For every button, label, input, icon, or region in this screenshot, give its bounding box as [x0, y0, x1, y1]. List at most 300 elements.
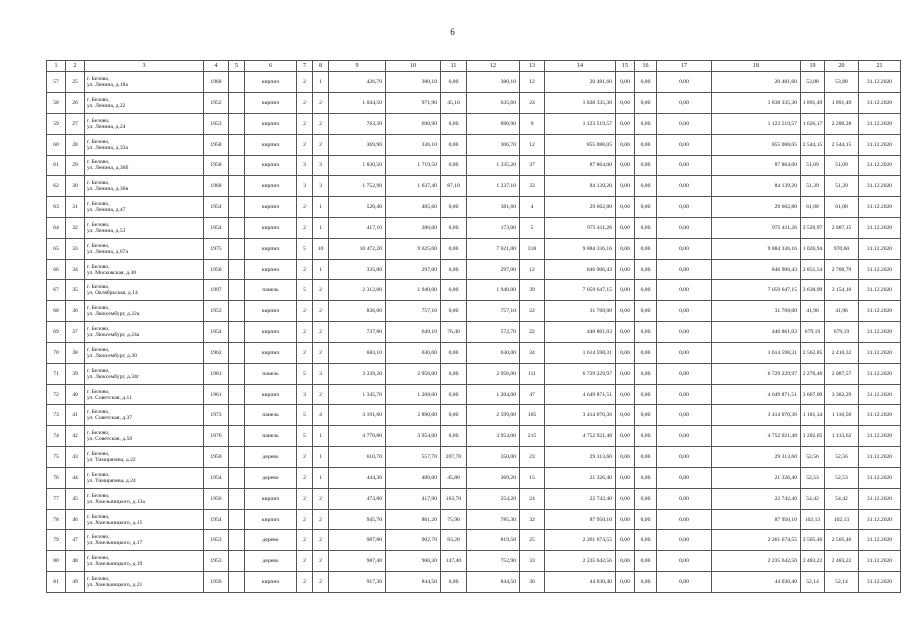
table-cell: 0,00: [657, 405, 712, 426]
table-cell: 87 864,00: [545, 155, 616, 176]
table-cell: 75: [47, 447, 66, 468]
table-cell: 785,30: [467, 509, 520, 530]
table-cell: 74: [47, 426, 66, 447]
table-row: [47, 259, 901, 280]
table-cell: 987,80: [329, 530, 386, 551]
column-number-10: 10: [386, 61, 441, 72]
table-cell: 31.12.2020: [859, 384, 901, 405]
address-cell: [85, 176, 204, 197]
table-cell: 1 940,00: [467, 280, 520, 301]
table-cell: 31.12.2020: [859, 280, 901, 301]
table-cell: 2: [297, 467, 313, 488]
table-cell: 0,00: [616, 342, 635, 363]
table-cell: 0,00: [635, 134, 657, 155]
table-cell: 33: [520, 551, 545, 572]
table-cell: 1954: [204, 322, 229, 343]
address-city: г. Белово,: [87, 221, 110, 228]
table-cell: 1973: [204, 405, 229, 426]
table-cell: 1954: [204, 509, 229, 530]
table-cell: 0,00: [616, 488, 635, 509]
table-cell: 1956: [204, 488, 229, 509]
table-cell: 31.12.2020: [859, 530, 901, 551]
table-cell: дерево: [245, 530, 297, 551]
table-cell: 3 667,09: [801, 384, 825, 405]
table-cell: 369,20: [467, 467, 520, 488]
table-cell: 0,00: [616, 426, 635, 447]
table-cell: 31.12.2020: [859, 572, 901, 593]
table-cell: 1: [313, 467, 329, 488]
table-cell: 2: [313, 113, 329, 134]
table-cell: 987,40: [329, 551, 386, 572]
table-cell: 52,53: [825, 467, 859, 488]
table-cell: 2 087,15: [825, 218, 859, 239]
table-cell: 31.12.2020: [859, 72, 901, 93]
header-row: [47, 61, 901, 72]
table-cell: 1: [313, 426, 329, 447]
table-cell: 31.12.2020: [859, 447, 901, 468]
table-cell: 0,00: [616, 572, 635, 593]
table-cell: 1: [313, 197, 329, 218]
address-city: г. Белово,: [87, 96, 110, 103]
table-cell: 2: [313, 572, 329, 593]
address-street: ул. Ленина, д.24: [87, 123, 126, 130]
table-cell: 855 088,05: [545, 134, 616, 155]
address-city: г. Белово,: [87, 409, 110, 416]
column-number-20: 20: [825, 61, 859, 72]
table-cell: 79: [47, 530, 66, 551]
table-cell: 1: [313, 72, 329, 93]
table-cell: 21 326,40: [545, 467, 616, 488]
table-cell: 610,70: [329, 447, 386, 468]
table-cell: 406,00: [386, 467, 441, 488]
table-cell: 683,10: [329, 342, 386, 363]
address-street: ул. Люксембург, д.30: [87, 352, 137, 359]
table-cell: 31.12.2020: [859, 509, 901, 530]
table-cell: 2: [297, 342, 313, 363]
table-cell: 84 139,20: [712, 176, 801, 197]
table-cell: 3 954,00: [386, 426, 441, 447]
table-cell: 1 891,49: [825, 93, 859, 114]
table-cell: 3 414 070,36: [545, 405, 616, 426]
address-cell: [85, 467, 204, 488]
table-cell: 76,40: [441, 322, 467, 343]
table-cell: 25: [520, 530, 545, 551]
table-cell: кирпич: [245, 322, 297, 343]
table-cell: 2: [297, 530, 313, 551]
table-cell: 20 481,60: [545, 72, 616, 93]
address-street: ул. Ленина, д.33а: [87, 144, 128, 151]
table-cell: 335,00: [329, 259, 386, 280]
table-cell: 2 562,85: [801, 342, 825, 363]
table-cell: 2 261 674,55: [712, 530, 801, 551]
table-cell: 0,00: [441, 405, 467, 426]
table-cell: 66: [47, 259, 66, 280]
table-cell: 173,00: [467, 218, 520, 239]
table-cell: кирпич: [245, 259, 297, 280]
table-cell: 87 950,10: [712, 509, 801, 530]
address-city: г. Белово,: [87, 430, 110, 437]
table-cell: 2 956,00: [386, 363, 441, 384]
address-street: ул. Советская, д.58: [87, 436, 133, 443]
table-row: [47, 301, 901, 322]
table-cell: 23: [520, 447, 545, 468]
table-cell: 1981: [204, 363, 229, 384]
table-cell: 2: [297, 218, 313, 239]
table-cell: 1950: [204, 259, 229, 280]
table-cell: 1: [313, 218, 329, 239]
table-cell: 1958: [204, 155, 229, 176]
column-number-11: 11: [441, 61, 467, 72]
address-city: г. Белово,: [87, 201, 110, 208]
table-cell: 58: [47, 93, 66, 114]
table-cell: 39: [520, 280, 545, 301]
table-cell: 31.12.2020: [859, 197, 901, 218]
table-cell: 0,00: [635, 551, 657, 572]
table-cell: [229, 322, 245, 343]
table-cell: 2: [313, 384, 329, 405]
table-cell: 83,20: [441, 530, 467, 551]
table-cell: 2 505,46: [801, 530, 825, 551]
table-cell: 3: [313, 363, 329, 384]
table-cell: 0,00: [635, 342, 657, 363]
table-cell: 28: [66, 134, 85, 155]
address-city: г. Белово,: [87, 305, 110, 312]
table-cell: 763,30: [329, 113, 386, 134]
table-cell: 0,00: [657, 342, 712, 363]
table-cell: 6 729 229,97: [545, 363, 616, 384]
table-cell: 34: [66, 259, 85, 280]
table-cell: 7 059 647,15: [545, 280, 616, 301]
table-cell: 752,90: [467, 551, 520, 572]
table-cell: 2 261 674,55: [545, 530, 616, 551]
table-cell: 381,60: [467, 197, 520, 218]
address-cell: [85, 134, 204, 155]
table-cell: 21 326,40: [712, 467, 801, 488]
address-city: г. Белово,: [87, 159, 110, 166]
table-cell: 3 414 070,36: [712, 405, 801, 426]
table-cell: 2 890,00: [386, 405, 441, 426]
table-row: [47, 176, 901, 197]
address-cell: [85, 113, 204, 134]
address-cell: [85, 197, 204, 218]
table-cell: 0,00: [616, 72, 635, 93]
table-cell: 0,00: [635, 301, 657, 322]
table-cell: 2: [313, 134, 329, 155]
table-cell: 27: [66, 113, 85, 134]
table-cell: 0,00: [657, 301, 712, 322]
table-cell: 36: [66, 301, 85, 322]
table-cell: 215: [520, 426, 545, 447]
table-cell: 0,00: [635, 447, 657, 468]
table-cell: 207,70: [441, 447, 467, 468]
table-cell: 2 280,28: [825, 113, 859, 134]
table-row: [47, 113, 901, 134]
table-cell: 2 544,15: [825, 134, 859, 155]
table-cell: 819,50: [467, 530, 520, 551]
table-cell: 147,40: [441, 551, 467, 572]
table-cell: 41: [66, 405, 85, 426]
table-cell: 0,00: [616, 467, 635, 488]
table-cell: 31.12.2020: [859, 93, 901, 114]
table-cell: 2 235 642,56: [545, 551, 616, 572]
table-cell: 1956: [204, 572, 229, 593]
address-city: г. Белово,: [87, 492, 110, 499]
table-cell: 0,00: [657, 134, 712, 155]
table-cell: 51,09: [825, 155, 859, 176]
table-cell: кирпич: [245, 113, 297, 134]
table-cell: 0,00: [616, 155, 635, 176]
table-row: [47, 72, 901, 93]
table-cell: 336,10: [386, 134, 441, 155]
address-street: ул. Хмельницкого, д.17: [87, 540, 143, 547]
housing-register-table: [46, 60, 901, 593]
table-cell: 1954: [204, 467, 229, 488]
table-cell: 1 133,62: [825, 426, 859, 447]
table-cell: кирпич: [245, 176, 297, 197]
table-cell: 635,60: [467, 93, 520, 114]
table-cell: 71: [47, 363, 66, 384]
table-cell: 861,20: [386, 509, 441, 530]
table-cell: 87 950,10: [545, 509, 616, 530]
table-cell: 1 237,10: [467, 176, 520, 197]
table-cell: 1 026,94: [801, 238, 825, 259]
table-cell: 0,00: [657, 509, 712, 530]
address-street: ул. Хмельницкого, д.21: [87, 582, 143, 589]
table-cell: 111: [520, 363, 545, 384]
table-cell: 31.12.2020: [859, 467, 901, 488]
table-cell: кирпич: [245, 572, 297, 593]
table-cell: 9 625,00: [386, 238, 441, 259]
table-cell: 2 956,00: [467, 363, 520, 384]
table-cell: 10: [313, 238, 329, 259]
table-row: [47, 405, 901, 426]
table-cell: 318: [520, 238, 545, 259]
table-cell: 630,00: [386, 342, 441, 363]
table-cell: 0,00: [441, 426, 467, 447]
table-cell: 975 411,26: [545, 218, 616, 239]
table-cell: 2: [313, 551, 329, 572]
table-cell: 971,90: [386, 93, 441, 114]
address-city: г. Белово,: [87, 180, 110, 187]
address-street: ул. Ленина, д.22: [87, 102, 126, 109]
address-cell: [85, 405, 204, 426]
table-cell: 1954: [204, 197, 229, 218]
table-cell: 87,10: [441, 176, 467, 197]
table-cell: 0,00: [616, 301, 635, 322]
table-cell: 72: [47, 384, 66, 405]
table-cell: 76: [47, 467, 66, 488]
table-cell: 29 662,80: [712, 197, 801, 218]
table-cell: 836,00: [329, 301, 386, 322]
table-cell: 1 891,49: [801, 93, 825, 114]
table-cell: 975 411,26: [712, 218, 801, 239]
table-cell: 1960: [204, 72, 229, 93]
table-cell: 46: [66, 509, 85, 530]
table-cell: 0,00: [635, 259, 657, 280]
table-cell: 87 864,00: [712, 155, 801, 176]
table-cell: 0,00: [657, 93, 712, 114]
table-row: [47, 238, 901, 259]
table-cell: 2 505,46: [825, 530, 859, 551]
address-street: ул. Ленина, д.67а: [87, 248, 128, 255]
column-number-19: 19: [801, 61, 825, 72]
address-cell: [85, 322, 204, 343]
table-cell: 31 768,00: [545, 301, 616, 322]
table-cell: 34: [520, 342, 545, 363]
table-cell: 0,00: [635, 113, 657, 134]
table-row: [47, 467, 901, 488]
table-cell: 0,00: [635, 176, 657, 197]
table-cell: 12: [520, 259, 545, 280]
table-cell: 25: [66, 72, 85, 93]
table-cell: 350,00: [467, 447, 520, 468]
table-cell: 5: [297, 405, 313, 426]
table-cell: 3: [313, 176, 329, 197]
table-cell: [229, 176, 245, 197]
table-cell: 31.12.2020: [859, 551, 901, 572]
table-cell: [229, 509, 245, 530]
table-cell: [229, 280, 245, 301]
table-cell: 0,00: [616, 363, 635, 384]
table-cell: 31.12.2020: [859, 488, 901, 509]
table-cell: 3 382,29: [825, 384, 859, 405]
table-cell: 0,00: [616, 259, 635, 280]
address-city: г. Белово,: [87, 471, 110, 478]
address-cell: [85, 72, 204, 93]
table-cell: 41,96: [801, 301, 825, 322]
table-cell: 2: [313, 301, 329, 322]
table-cell: 39: [66, 363, 85, 384]
table-cell: 1 838 335,30: [545, 93, 616, 114]
table-cell: 2: [297, 572, 313, 593]
table-cell: 69: [47, 322, 66, 343]
address-cell: [85, 238, 204, 259]
table-cell: 3: [297, 155, 313, 176]
table-cell: 1: [313, 259, 329, 280]
table-cell: 68: [47, 301, 66, 322]
address-city: г. Белово,: [87, 76, 110, 83]
table-cell: 0,00: [616, 280, 635, 301]
table-cell: 54,42: [825, 488, 859, 509]
table-cell: [229, 363, 245, 384]
table-cell: 0,00: [635, 467, 657, 488]
table-cell: кирпич: [245, 218, 297, 239]
table-cell: панель: [245, 280, 297, 301]
table-cell: 4 649 871,51: [712, 384, 801, 405]
table-cell: 31.12.2020: [859, 176, 901, 197]
table-cell: 9 884 336,16: [712, 238, 801, 259]
table-cell: [229, 426, 245, 447]
table-cell: 1 044,50: [329, 93, 386, 114]
address-street: ул. Хмельницкого, д.15: [87, 519, 143, 526]
table-cell: 33: [66, 238, 85, 259]
table-cell: 31.12.2020: [859, 113, 901, 134]
address-cell: [85, 259, 204, 280]
table-cell: 4: [520, 197, 545, 218]
table-cell: 37: [520, 155, 545, 176]
table-cell: панель: [245, 363, 297, 384]
table-cell: 0,00: [657, 259, 712, 280]
table-cell: 0,00: [657, 363, 712, 384]
table-cell: 29 313,60: [712, 447, 801, 468]
address-cell: [85, 384, 204, 405]
page-number: 6: [450, 27, 455, 37]
table-cell: 0,00: [616, 113, 635, 134]
table-cell: 2: [297, 551, 313, 572]
table-cell: 0,00: [635, 197, 657, 218]
table-cell: 0,00: [657, 530, 712, 551]
table-row: [47, 363, 901, 384]
table-cell: 1 838 335,30: [712, 93, 801, 114]
table-cell: 0,00: [441, 238, 467, 259]
table-cell: 0,00: [635, 426, 657, 447]
table-cell: 2: [297, 301, 313, 322]
table-cell: 386,00: [386, 218, 441, 239]
table-cell: 0,00: [635, 280, 657, 301]
table-cell: 2: [313, 280, 329, 301]
address-street: ул. Хмельницкого, д.13а: [87, 498, 145, 505]
table-cell: 1953: [204, 113, 229, 134]
table-cell: 2 483,22: [825, 551, 859, 572]
table-cell: 846 906,43: [712, 259, 801, 280]
column-number-6: 6: [245, 61, 297, 72]
table-cell: 80: [47, 551, 66, 572]
table-cell: 0,00: [657, 113, 712, 134]
table-cell: 61,08: [825, 197, 859, 218]
table-cell: 53,88: [801, 72, 825, 93]
table-cell: 3 154,10: [825, 280, 859, 301]
table-cell: 0,00: [635, 363, 657, 384]
table-cell: 2: [297, 509, 313, 530]
address-city: г. Белово,: [87, 367, 110, 374]
table-cell: 0,00: [616, 176, 635, 197]
table-cell: [229, 259, 245, 280]
table-cell: 31.12.2020: [859, 426, 901, 447]
table-cell: 417,90: [386, 488, 441, 509]
column-number-9: 9: [329, 61, 386, 72]
table-cell: 52,53: [801, 467, 825, 488]
table-cell: 1 110,58: [825, 405, 859, 426]
table-cell: 1962: [204, 342, 229, 363]
table-cell: 757,10: [467, 301, 520, 322]
table-cell: 0,00: [616, 384, 635, 405]
table-cell: 33: [520, 176, 545, 197]
column-number-3: 3: [85, 61, 204, 72]
table-cell: 844,50: [386, 572, 441, 593]
table-cell: 1976: [204, 426, 229, 447]
table-cell: 0,00: [441, 72, 467, 93]
table-cell: 0,00: [441, 572, 467, 593]
table-cell: 417,10: [329, 218, 386, 239]
table-cell: 10 472,20: [329, 238, 386, 259]
table-cell: 0,00: [635, 530, 657, 551]
table-cell: 0,00: [657, 72, 712, 93]
table-cell: 52,14: [825, 572, 859, 593]
table-cell: 64: [47, 218, 66, 239]
table-row: [47, 572, 901, 593]
table-cell: 59: [47, 113, 66, 134]
table-cell: 2: [313, 488, 329, 509]
table-cell: 0,00: [616, 218, 635, 239]
address-street: ул. Люксембург, д.24а: [87, 332, 140, 339]
table-cell: 31.12.2020: [859, 155, 901, 176]
column-number-16: 16: [635, 61, 657, 72]
table-cell: 22: [520, 322, 545, 343]
table-cell: 45,10: [441, 93, 467, 114]
table-cell: 30: [66, 176, 85, 197]
table-cell: 0,00: [635, 93, 657, 114]
address-city: г. Белово,: [87, 117, 110, 124]
